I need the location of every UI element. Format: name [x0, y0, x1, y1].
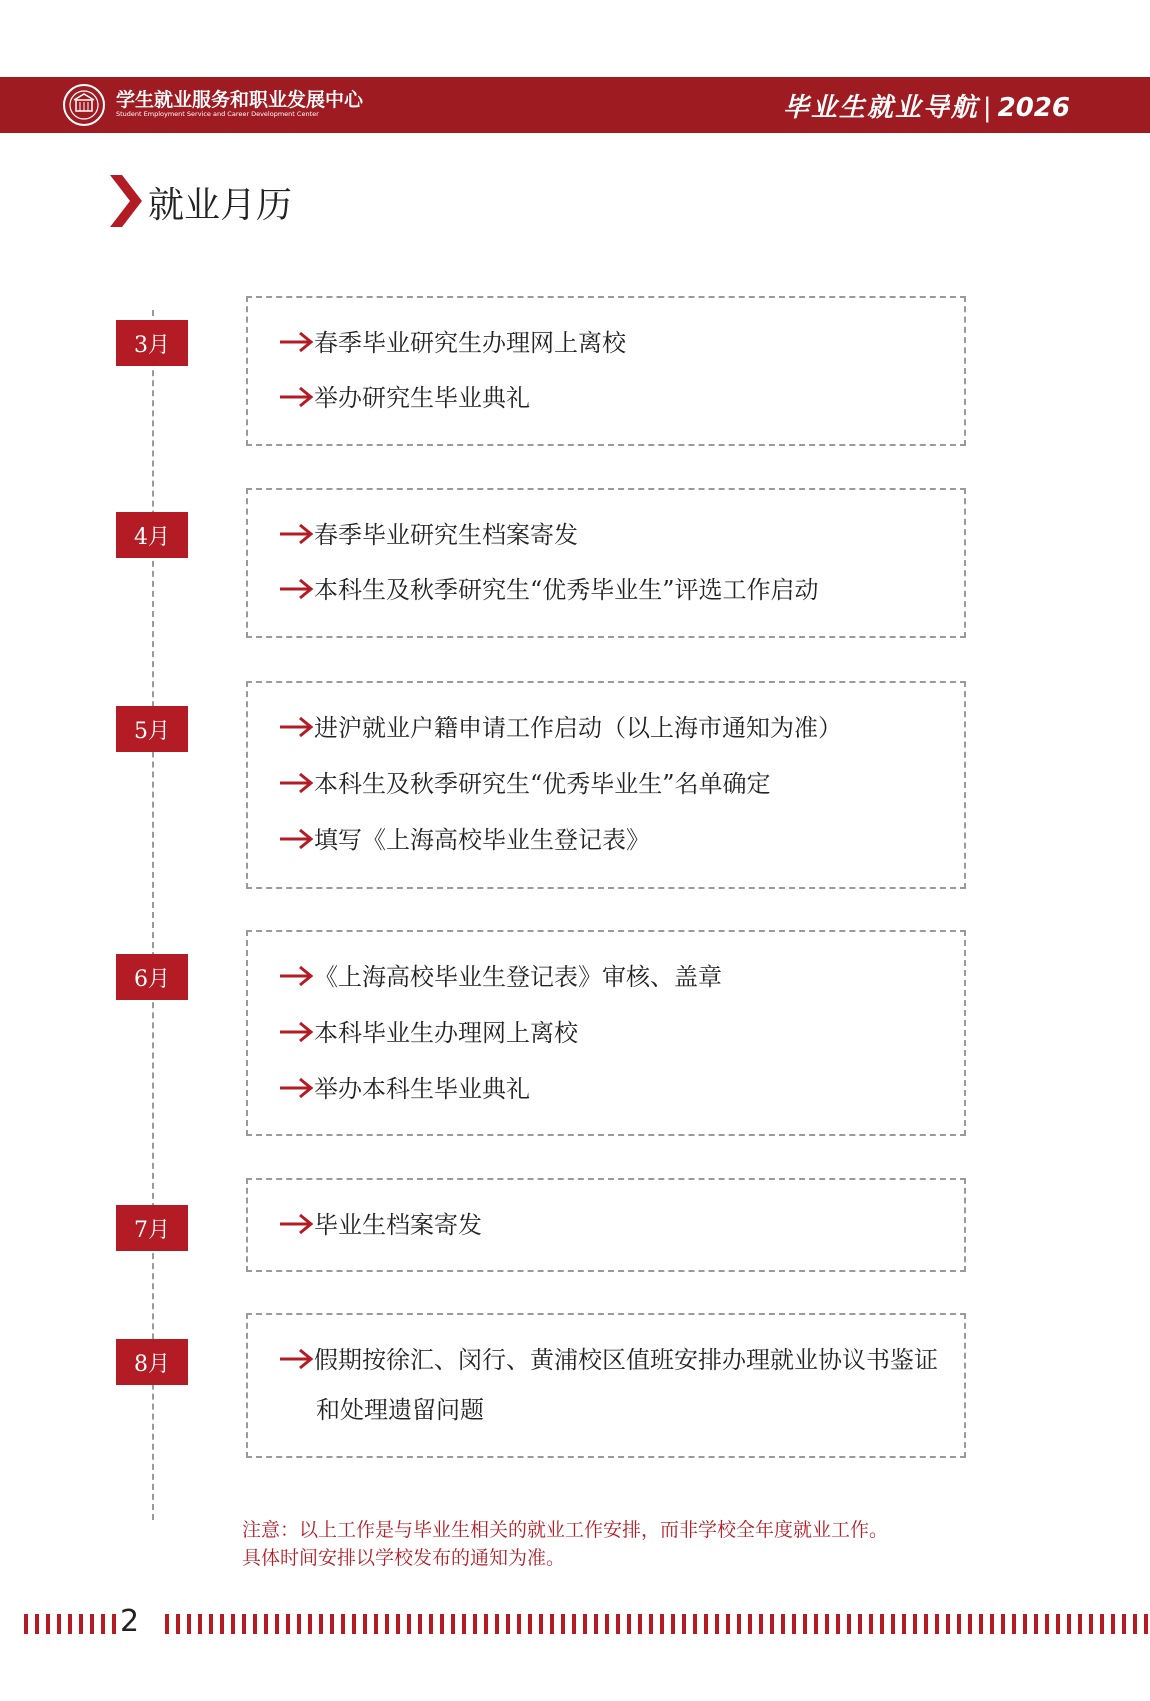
- month-badge-march: 3月: [116, 320, 188, 366]
- month-box-may: [246, 681, 966, 889]
- org-name-en: Student Employment Service and Career Development Center: [116, 110, 319, 118]
- note-line-2: 具体时间安排以学校发布的通知为准。: [242, 1547, 566, 1569]
- list-item: [278, 575, 948, 605]
- arrow-right-icon: [278, 1347, 314, 1371]
- month-box-april: [246, 488, 966, 638]
- item-text: 假期按徐汇、闵行、黄浦校区值班安排办理就业协议书鉴证和处理遗留问题: [314, 1346, 938, 1424]
- arrow-right-icon: [278, 1212, 314, 1236]
- guide-title-text: 毕业生就业导航: [782, 93, 979, 123]
- item-text: 举办研究生毕业典礼: [314, 384, 530, 412]
- month-badge-june: 6月: [116, 954, 188, 1000]
- org-name-cn: 学生就业服务和职业发展中心: [116, 89, 364, 111]
- footer-decoration-left: [24, 1614, 116, 1634]
- month-badge-april: 4月: [116, 512, 188, 558]
- list-item: [278, 962, 948, 992]
- guide-year: 2026: [997, 93, 1070, 123]
- item-text: 本科毕业生办理网上离校: [314, 1019, 578, 1047]
- month-badge-july: 7月: [116, 1205, 188, 1251]
- page-title: 就业月历: [148, 185, 293, 226]
- item-text: 本科生及秋季研究生“优秀毕业生”名单确定: [314, 770, 771, 798]
- list-item: [278, 1074, 948, 1104]
- item-text: 毕业生档案寄发: [314, 1211, 482, 1239]
- header-banner: [0, 77, 1150, 133]
- item-text: 春季毕业研究生档案寄发: [314, 521, 578, 549]
- item-text: 本科生及秋季研究生“优秀毕业生”评选工作启动: [314, 576, 819, 604]
- item-text: 填写《上海高校毕业生登记表》: [314, 826, 650, 854]
- list-item: [278, 769, 948, 799]
- list-item: [278, 383, 948, 413]
- item-text: 春季毕业研究生办理网上离校: [314, 329, 626, 357]
- guide-title: [783, 87, 1070, 124]
- month-badge-august: 8月: [116, 1339, 188, 1385]
- arrow-right-icon: [278, 1076, 314, 1100]
- list-item: [278, 520, 948, 550]
- arrow-right-icon: [278, 577, 314, 601]
- university-seal-icon: [62, 83, 106, 127]
- month-box-june: [246, 930, 966, 1136]
- guide-title-separator: |: [982, 93, 994, 123]
- arrow-right-icon: [278, 771, 314, 795]
- month-badge-may: 5月: [116, 706, 188, 752]
- arrow-right-icon: [278, 827, 314, 851]
- item-text: 举办本科生毕业典礼: [314, 1075, 530, 1103]
- chevron-right-icon: [108, 175, 144, 227]
- arrow-right-icon: [278, 522, 314, 546]
- list-item: [278, 1018, 948, 1048]
- note-line-1: 注意：以上工作是与毕业生相关的就业工作安排，而非学校全年度就业工作。: [242, 1519, 889, 1541]
- arrow-right-icon: [278, 330, 314, 354]
- arrow-right-icon: [278, 715, 314, 739]
- arrow-right-icon: [278, 964, 314, 988]
- list-item: [278, 825, 948, 855]
- month-box-july: [246, 1178, 966, 1272]
- list-item: [278, 1335, 948, 1435]
- list-item: [278, 713, 948, 743]
- arrow-right-icon: [278, 1020, 314, 1044]
- footer-decoration-right: [165, 1614, 1150, 1634]
- month-box-august: [246, 1313, 966, 1458]
- page-number: 2: [120, 1604, 140, 1639]
- item-text: 进沪就业户籍申请工作启动（以上海市通知为准）: [314, 714, 842, 742]
- month-box-march: [246, 296, 966, 446]
- note: [242, 1516, 1022, 1572]
- list-item: [278, 328, 948, 358]
- arrow-right-icon: [278, 385, 314, 409]
- list-item: [278, 1210, 948, 1240]
- item-text: 《上海高校毕业生登记表》审核、盖章: [314, 963, 722, 991]
